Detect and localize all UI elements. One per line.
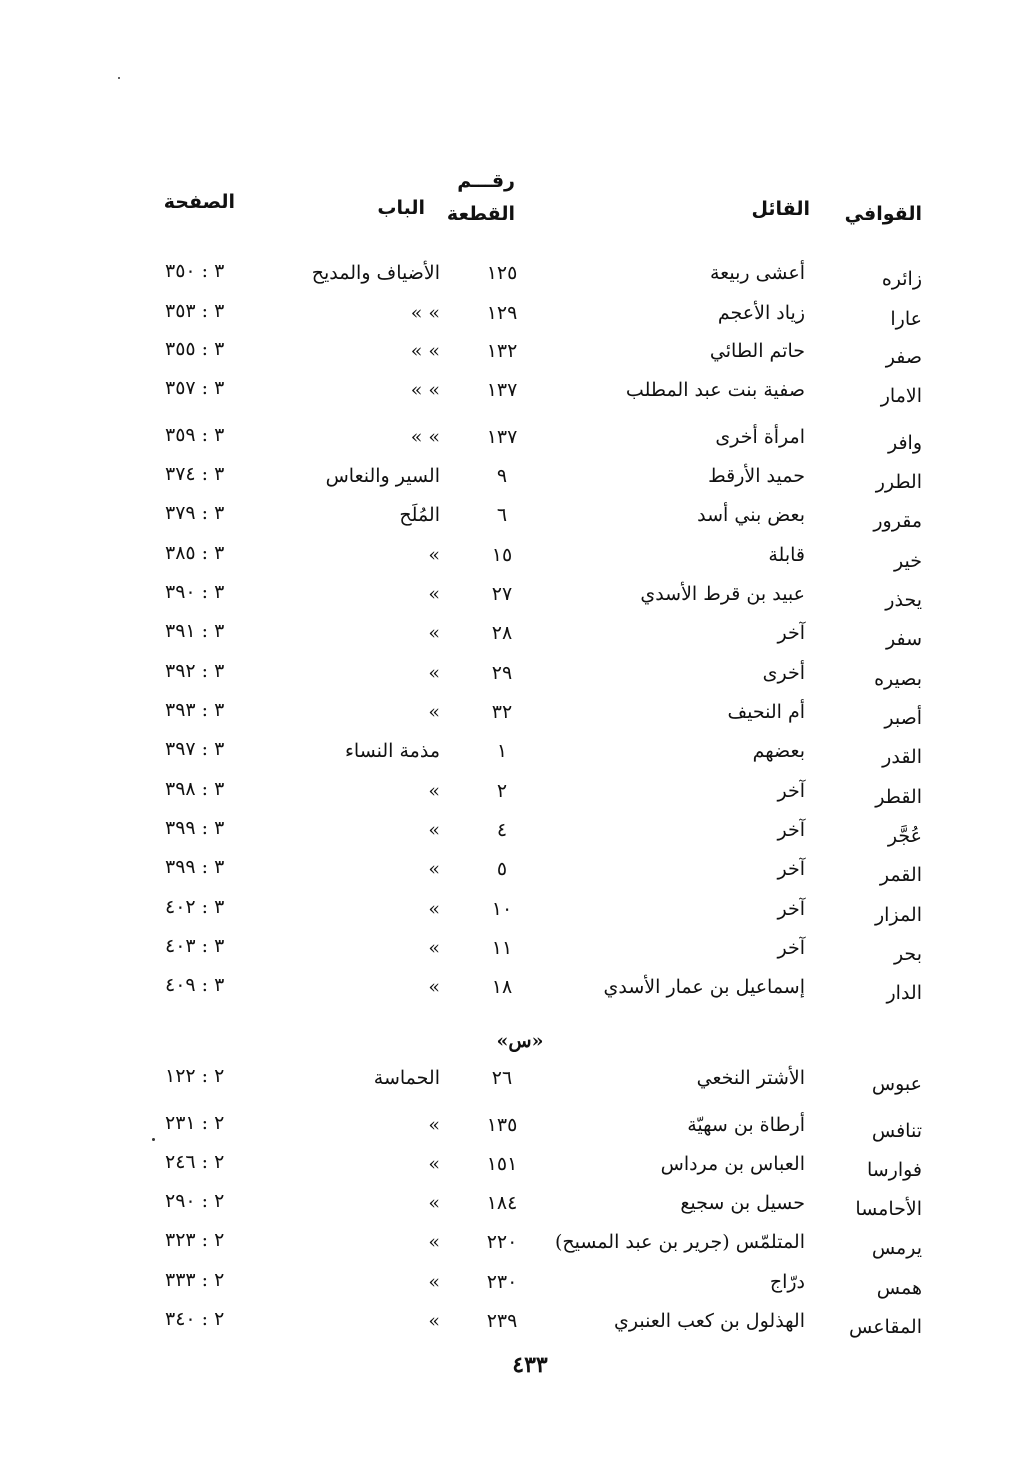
cell-qafiya: الدار <box>886 982 922 1004</box>
cell-qafiya: المقاعس <box>848 1316 922 1338</box>
cell-safha: ٣ : ٣٩٧ <box>165 738 225 760</box>
cell-safha: ٣ : ٣٥٠ <box>165 260 225 282</box>
cell-safha: ٣ : ٣٩٨ <box>165 778 225 800</box>
cell-safha: ٢ : ٢٣١ <box>165 1112 225 1134</box>
cell-bab: » <box>428 622 440 644</box>
cell-qail: إسماعيل بن عمار الأسدي <box>603 976 805 998</box>
cell-qafiya: الأحامسا <box>855 1198 922 1220</box>
cell-bab: مذمة النساء <box>344 740 440 762</box>
cell-raqm: ٢٣٠ <box>486 1271 518 1293</box>
cell-qafiya: عارا <box>890 308 922 330</box>
cell-raqm: ١ <box>496 740 508 762</box>
cell-qail: أم النحيف <box>727 701 805 723</box>
cell-bab: » <box>428 819 440 841</box>
cell-bab: » <box>428 583 440 605</box>
cell-raqm: ١٥١ <box>486 1153 518 1175</box>
cell-raqm: ١١ <box>491 937 513 959</box>
cell-qafiya: أصبر <box>884 707 922 729</box>
page-number: ٤٣٣ <box>512 1352 548 1378</box>
cell-safha: ٣ : ٣٩٩ <box>165 817 225 839</box>
cell-qail: آخر <box>777 937 805 959</box>
cell-bab: » » <box>410 426 440 448</box>
cell-bab: » <box>428 1231 440 1253</box>
cell-qail: المتلمّس (جرير بن عبد المسيح) <box>554 1231 805 1253</box>
header-raqm-top: رقـــم <box>457 170 515 192</box>
cell-bab: الأضياف والمديح <box>311 262 440 284</box>
cell-bab: » <box>428 1153 440 1175</box>
cell-qafiya: بحر <box>893 943 922 965</box>
cell-raqm: ١٥ <box>491 544 513 566</box>
cell-raqm: ١٣٢ <box>486 340 518 362</box>
cell-raqm: ٢٩ <box>491 662 513 684</box>
cell-safha: ٣ : ٣٧٩ <box>165 502 225 524</box>
cell-qail: حميد الأرقط <box>708 465 805 487</box>
cell-qail: آخر <box>777 898 805 920</box>
cell-qafiya: القدر <box>882 746 922 768</box>
cell-raqm: ١٠ <box>491 898 513 920</box>
cell-bab: المُلَح <box>399 504 440 526</box>
cell-qafiya: سفر <box>885 628 922 650</box>
cell-qail: الأشتر النخعي <box>696 1067 805 1089</box>
cell-raqm: ١٣٧ <box>486 379 518 401</box>
cell-bab: السير والنعاس <box>325 465 440 487</box>
header-qawafi: القوافي <box>844 203 922 225</box>
cell-safha: ٢ : ٢٩٠ <box>165 1190 225 1212</box>
cell-raqm: ٣٢ <box>491 701 513 723</box>
cell-safha: ٢ : ١٢٢ <box>165 1065 225 1087</box>
cell-qail: آخر <box>777 622 805 644</box>
cell-safha: ٣ : ٣٩٩ <box>165 856 225 878</box>
cell-qail: أرطاة بن سهيّة <box>687 1114 805 1136</box>
asterisk-mark <box>152 1138 155 1141</box>
cell-bab: الحماسة <box>373 1067 440 1089</box>
cell-raqm: ١٣٥ <box>486 1114 518 1136</box>
cell-qafiya: يرمس <box>871 1237 922 1259</box>
cell-safha: ٣ : ٤٠٣ <box>165 935 225 957</box>
cell-safha: ٣ : ٣٧٤ <box>165 463 225 485</box>
cell-qafiya: مقرور <box>873 510 922 532</box>
cell-qail: حاتم الطائي <box>709 340 805 362</box>
cell-qail: العباس بن مرداس <box>660 1153 805 1175</box>
cell-safha: ٣ : ٣٥٩ <box>165 424 225 446</box>
cell-qail: آخر <box>777 858 805 880</box>
cell-qafiya: همس <box>876 1277 922 1299</box>
cell-bab: » <box>428 976 440 998</box>
cell-bab: » » <box>410 302 440 324</box>
cell-qail: امرأة أخرى <box>715 426 805 448</box>
cell-bab: » » <box>410 379 440 401</box>
header-qail: القائل <box>751 198 810 220</box>
cell-bab: » <box>428 662 440 684</box>
cell-raqm: ١٢٥ <box>486 262 518 284</box>
cell-raqm: ٢٨ <box>491 622 513 644</box>
header-safha: الصفحة <box>163 191 235 213</box>
cell-safha: ٣ : ٣٥٣ <box>165 300 225 322</box>
cell-bab: » <box>428 701 440 723</box>
cell-qail: أعشى ربيعة <box>710 262 805 284</box>
cell-qail: زياد الأعجم <box>717 302 805 324</box>
cell-bab: » <box>428 937 440 959</box>
cell-bab: » » <box>410 340 440 362</box>
cell-qail: أخرى <box>762 662 805 684</box>
cell-bab: » <box>428 898 440 920</box>
cell-safha: ٢ : ٢٤٦ <box>165 1151 225 1173</box>
cell-raqm: ١٨٤ <box>486 1192 518 1214</box>
cell-safha: ٣ : ٤٠٢ <box>165 896 225 918</box>
cell-qail: آخر <box>777 780 805 802</box>
cell-bab: » <box>428 1192 440 1214</box>
cell-safha: ٣ : ٤٠٩ <box>165 974 225 996</box>
cell-raqm: ٤ <box>496 819 508 841</box>
cell-qafiya: عُجَّر <box>887 825 922 847</box>
cell-qail: قابلة <box>768 544 805 566</box>
cell-qafiya: الطرر <box>875 471 922 493</box>
cell-qail: صفية بنت عبد المطلب <box>625 379 805 401</box>
cell-bab: » <box>428 1310 440 1332</box>
cell-qail: عبيد بن قرط الأسدي <box>640 583 805 605</box>
cell-raqm: ١٣٧ <box>486 426 518 448</box>
cell-qail: بعض بني أسد <box>697 504 805 526</box>
header-bab: الباب <box>377 197 425 219</box>
cell-safha: ٣ : ٣٩٣ <box>165 699 225 721</box>
cell-qail: الهذلول بن كعب العنبري <box>613 1310 805 1332</box>
header-raqm-bottom: القطعة <box>446 203 515 225</box>
cell-qafiya: القمر <box>879 864 922 886</box>
cell-safha: ٢ : ٣٢٣ <box>165 1229 225 1251</box>
cell-safha: ٣ : ٣٩١ <box>165 620 225 642</box>
cell-safha: ٢ : ٣٤٠ <box>165 1308 225 1330</box>
cell-safha: ٣ : ٣٩٠ <box>165 581 225 603</box>
cell-safha: ٣ : ٣٥٥ <box>165 338 225 360</box>
cell-qail: درّاج <box>769 1271 805 1293</box>
cell-qail: بعضهم <box>752 740 805 762</box>
cell-qafiya: يحذر <box>885 589 922 611</box>
cell-bab: » <box>428 1114 440 1136</box>
cell-safha: ٣ : ٣٥٧ <box>165 377 225 399</box>
cell-qafiya: صفر <box>885 346 922 368</box>
cell-raqm: ١٨ <box>491 976 513 998</box>
cell-raqm: ٢٣٩ <box>486 1310 518 1332</box>
cell-qafiya: عبوس <box>871 1073 922 1095</box>
cell-qail: آخر <box>777 819 805 841</box>
cell-qafiya: القطر <box>875 786 922 808</box>
cell-bab: » <box>428 780 440 802</box>
cell-qail: حسيل بن سجيع <box>680 1192 805 1214</box>
cell-raqm: ٢ <box>496 780 508 802</box>
cell-raqm: ٦ <box>496 504 508 526</box>
cell-bab: » <box>428 544 440 566</box>
cell-raqm: ٢٧ <box>491 583 513 605</box>
cell-bab: » <box>428 858 440 880</box>
cell-qafiya: خير <box>894 550 922 572</box>
cell-raqm: ٥ <box>496 858 508 880</box>
cell-safha: ٢ : ٣٣٣ <box>165 1269 225 1291</box>
cell-qafiya: وافر <box>887 432 922 454</box>
cell-bab: » <box>428 1271 440 1293</box>
cell-qafiya: المزار <box>875 904 922 926</box>
cell-qafiya: تنافس <box>871 1120 922 1142</box>
cell-qafiya: الامار <box>880 385 922 407</box>
speck-mark <box>118 77 120 79</box>
section-sin-heading: «س» <box>496 1030 544 1052</box>
cell-raqm: ٩ <box>496 465 508 487</box>
cell-raqm: ٢٢٠ <box>486 1231 518 1253</box>
cell-safha: ٣ : ٣٩٢ <box>165 660 225 682</box>
cell-qafiya: فوارسا <box>866 1159 922 1181</box>
cell-safha: ٣ : ٣٨٥ <box>165 542 225 564</box>
cell-raqm: ١٢٩ <box>486 302 518 324</box>
cell-qafiya: بصيره <box>874 668 922 690</box>
cell-raqm: ٢٦ <box>491 1067 513 1089</box>
cell-qafiya: زائره <box>881 268 922 290</box>
